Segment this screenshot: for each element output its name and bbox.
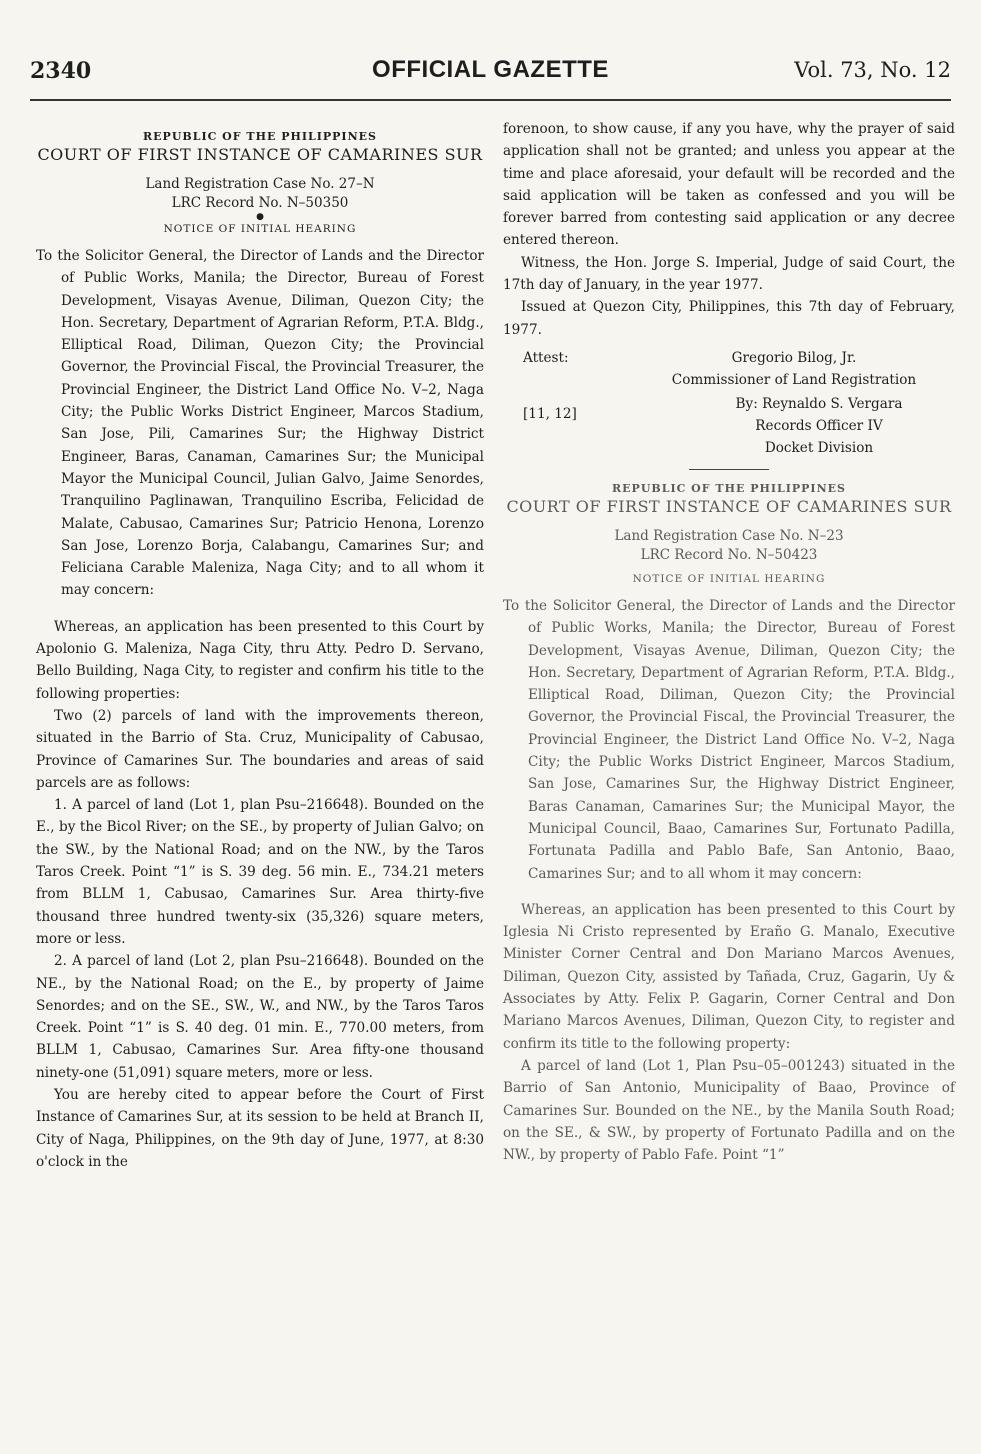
notice-title: NOTICE OF INITIAL HEARING bbox=[163, 223, 357, 235]
addressees: To the Solicitor General, the Director of Lands and the Director of Public Works, Manila; the Director, Bureau of Forest Development, Visayas Avenue, Diliman, Quezon City; the Hon. Secretary, Department of Agrarian Reform, P.T.A. Bldg., Elliptical Road, Diliman, Quezon City; the Provincial Governor, the Provincial Fiscal, the Provincial Treasurer, the Provincial Engineer, the District Land Office No. V–2, Naga City; the Public Works District Engineer, Marcos Stadium, San Jose, Pili, Camarines Sur; the Highway District Engineer, Baras, Canaman, Camarines Sur; the Municipal Mayor the Municipal Council, Julian Galvo, Jaime Senordes, Tranquilino Paglinawan, Tranquilino Escriba, Felicidad de Malate, Cabusao, Camarines Sur; Patricio Henona, Lorenzo San Jose, Lorenzo Borja, Calabangu, Camarines Sur; and Feliciana Carable Maleniza, Naga City; and to all whom it may concern: bbox=[36, 248, 484, 599]
lrc-record-number: LRC Record No. N–50350 bbox=[171, 195, 349, 211]
officer-name: By: Reynaldo S. Vergara bbox=[735, 395, 903, 412]
officer-block bbox=[683, 393, 955, 459]
volume-number: Vol. 73, No. 12 bbox=[794, 58, 951, 82]
parcels-intro-paragraph: Two (2) parcels of land with the improvements thereon, situated in the Barrio of Sta. Cruz, Municipality of Cabusao, Province of Camarines Sur. The boundaries and areas of said parcels are as follows: bbox=[36, 707, 484, 791]
section-divider bbox=[689, 469, 769, 470]
parcel-1-paragraph: 1. A parcel of land (Lot 1, plan Psu–216648). Bounded on the E., by the Bicol River; on the SE., by property of Julian Galvo; on the SW., by the National Road; and on the NW., by the Taros Taros Creek. Point “1” is S. 39 deg. 56 min. E., 734.21 meters from BLLM 1, Cabusao, Camarines Sur. Area thirty-five thousand three hundred twenty-six (35,326) square meters, more or less. bbox=[36, 797, 484, 947]
whereas-paragraph: Whereas, an application has been presented to this Court by Apolonio G. Maleniza, Naga City, thru Atty. Pedro D. Servano, Bello Building, Naga City, to register and confirm his title to the following properties: bbox=[36, 618, 484, 702]
second-notice bbox=[503, 482, 955, 1166]
issue-tag: [11, 12] bbox=[523, 405, 577, 422]
left-column bbox=[36, 118, 484, 1173]
addressees-2: To the Solicitor General, the Director of Lands and the Director of Public Works, Manila; the Director, Bureau of Forest Development, Visayas Avenue, Diliman, Quezon City; the Hon. Secretary, Department of Agrarian Reform, P.T.A. Bldg., Elliptical Road, Diliman, Quezon City; the Provincial Governor, the Provincial Fiscal, the Provincial Treasurer, the Provincial Engineer, the District Land Office No. V–2, Naga City; the Public Works District Engineer, Marcos Stadium, San Jose, Camarines Sur, the Highway District Engineer, Baras Canaman, Camarines Sur; the Municipal Mayor, the Municipal Council, Baao, Camarines Sur, Fortunato Padilla, Fortunata Padilla and Pablo Bafe, San Antonio, Baao, Camarines Sur; and to all whom it may concern: bbox=[503, 597, 955, 882]
publication-title: OFFICIAL GAZETTE bbox=[372, 56, 609, 83]
citation-paragraph-continued: forenoon, to show cause, if any you have, why the prayer of said application shall not be granted; and unless you appear at the time and place aforesaid, your default will be recorded and the said application will be taken as confessed and you will be forever barred from contesting said application or any decree entered thereon. bbox=[503, 121, 955, 249]
parcel-2-paragraph: 2. A parcel of land (Lot 2, plan Psu–216648). Bounded on the NE., by the National Road; on the E., by property of Jaime Senordes; and on the SE., SW., W., and NW., by the Taros Taros Creek. Point “1” is S. 40 deg. 01 min. E., 770.00 meters, from BLLM 1, Cabusao, Camarines Sur. Area fifty-one thousand ninety-one (51,091) square meters, more or less. bbox=[36, 953, 484, 1081]
separator-dot: ● bbox=[256, 212, 264, 222]
republic-heading: REPUBLIC OF THE PHILIPPINES bbox=[143, 130, 377, 143]
page-number: 2340 bbox=[30, 58, 92, 84]
republic-heading-2: REPUBLIC OF THE PHILIPPINES bbox=[612, 481, 846, 495]
signature-block bbox=[503, 347, 955, 457]
commissioner-name: Gregorio Bilog, Jr. bbox=[731, 349, 857, 366]
court-heading-2: COURT OF FIRST INSTANCE OF CAMARINES SUR bbox=[506, 496, 952, 516]
lrc-record-number-2: LRC Record No. N–50423 bbox=[640, 546, 818, 563]
parcel-paragraph-2: A parcel of land (Lot 1, Plan Psu–05–001243) situated in the Barrio of San Antonio, Municipality of Baao, Province of Camarines Sur. Bounded on the NE., by the Manila South Road; on the SE., & SW., by property of Fortunato Padilla and on the NW., by property of Pablo Fafe. Point “1” bbox=[503, 1057, 955, 1164]
witness-paragraph: Witness, the Hon. Jorge S. Imperial, Judge of said Court, the 17th day of January, in the year 1977. bbox=[503, 254, 955, 294]
division-name: Docket Division bbox=[764, 439, 874, 456]
page-header bbox=[30, 52, 951, 92]
issued-paragraph: Issued at Quezon City, Philippines, this 7th day of February, 1977. bbox=[503, 299, 955, 338]
officer-title: Records Officer IV bbox=[755, 417, 883, 434]
citation-paragraph: You are hereby cited to appear before the Court of First Instance of Camarines Sur, at its session to be held at Branch II, City of Naga, Philippines, on the 9th day of June, 1977, at 8:30 o'clock in the bbox=[36, 1086, 484, 1170]
header-rule bbox=[30, 99, 951, 101]
attest-label: Attest: bbox=[523, 349, 569, 366]
whereas-paragraph-2: Whereas, an application has been presented to this Court by Iglesia Ni Cristo represented by Eraño G. Manalo, Executive Minister Corner Central and Don Mariano Marcos Avenues, Diliman, Quezon City, assisted by Tañada, Cruz, Gagarin, Uy & Associates by Atty. Felix P. Gagarin, Corner Central and Don Mariano Marcos Avenues, Diliman, Quezon City, to register and confirm its title to the following property: bbox=[503, 901, 955, 1052]
court-heading: COURT OF FIRST INSTANCE OF CAMARINES SUR bbox=[37, 145, 483, 164]
case-number-2: Land Registration Case No. N–23 bbox=[614, 527, 844, 544]
right-column bbox=[503, 118, 955, 1166]
commissioner-title: Commissioner of Land Registration bbox=[671, 371, 917, 388]
notice-title-2: NOTICE OF INITIAL HEARING bbox=[632, 572, 826, 585]
commissioner-block bbox=[633, 347, 955, 391]
case-number: Land Registration Case No. 27–N bbox=[145, 176, 375, 192]
